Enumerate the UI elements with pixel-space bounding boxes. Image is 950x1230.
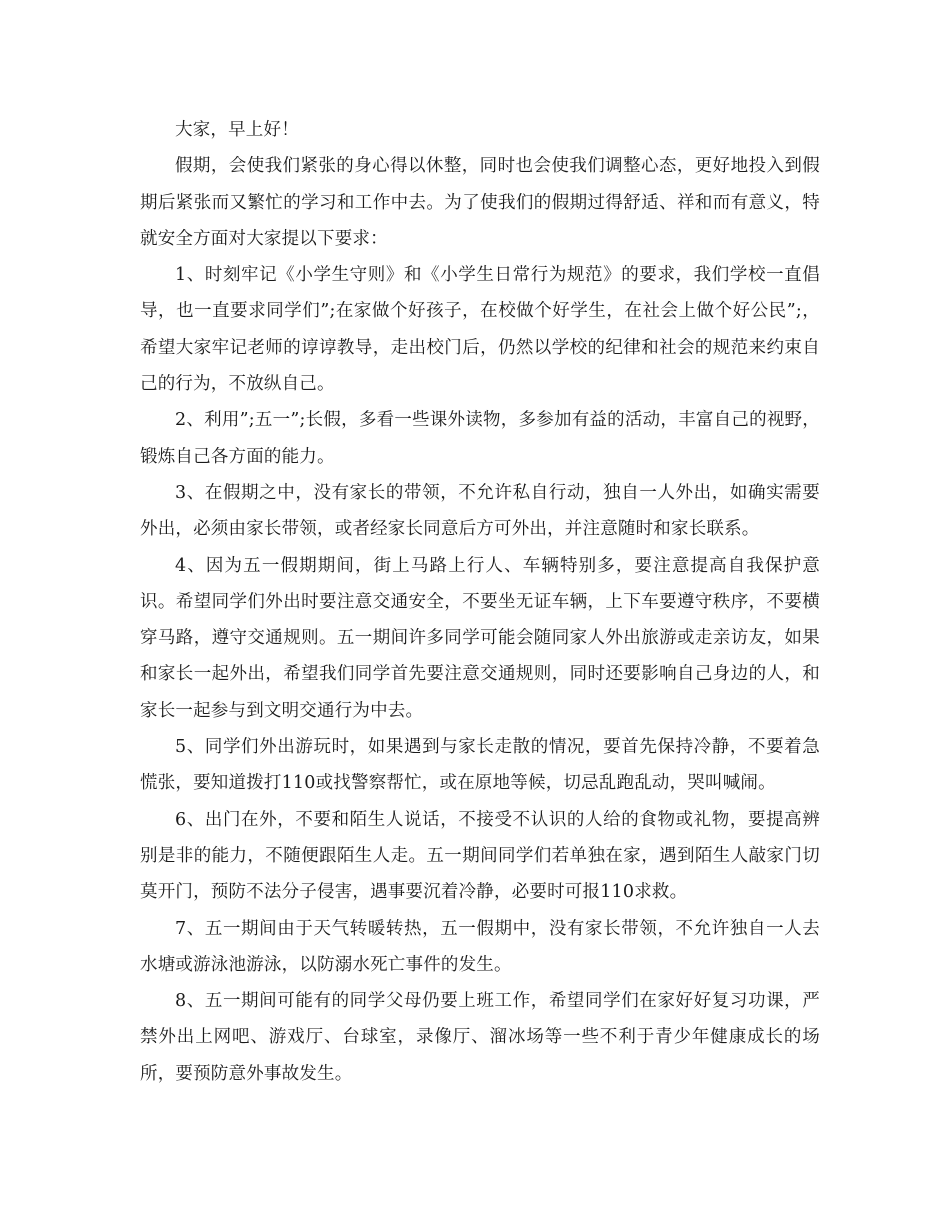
intro-paragraph: 假期，会使我们紧张的身心得以休整，同时也会使我们调整心态，更好地投入到假期后紧张而又繁忙的学习和工作中去。为了使我们的假期过得舒适、祥和而有意义，特就安全方面对大家提以下要求： [140,156,820,249]
rule-paragraph-2: 2、利用”;五一”;长假，多看一些课外读物，多参加有益的活动，丰富自己的视野，锻炼自己各方面的能力。 [140,410,820,467]
rule-paragraph-3: 3、在假期之中，没有家长的带领，不允许私自行动，独自一人外出，如确实需要外出，必须由家长带领，或者经家长同意后方可外出，并注意随时和家长联系。 [140,482,820,540]
rule-paragraph-8: 8、五一期间可能有的同学父母仍要上班工作，希望同学们在家好好复习功课，严禁外出上网吧、游戏厅、台球室，录像厅、溜冰场等一些不利于青少年健康成长的场所，要预防意外事故发生。 [140,991,820,1084]
greeting-paragraph: 大家，早上好！ [175,120,299,140]
rule-paragraph-6: 6、出门在外，不要和陌生人说话，不接受不认识的人给的食物或礼物，要提高辨别是非的能力，不随便跟陌生人走。五一期间同学们若单独在家，遇到陌生人敲家门切莫开门，预防不法分子侵害，遇事要沉着冷静，必要时可报110求救。 [140,809,820,903]
rule-paragraph-7: 7、五一期间由于天气转暖转热，五一假期中，没有家长带领，不允许独自一人去水塘或游泳池游泳，以防溺水死亡事件的发生。 [140,918,820,975]
rule-paragraph-1: 1、时刻牢记《小学生守则》和《小学生日常行为规范》的要求，我们学校一直倡导，也一直要求同学们”;在家做个好孩子，在校做个好学生，在社会上做个好公民”;，希望大家牢记老师的谆谆教导，走出校门后，仍然以学校的纪律和社会的规范来约束自己的行为，不放纵自己。 [140,265,820,395]
document-body [140,112,820,1092]
rule-paragraph-5: 5、同学们外出游玩时，如果遇到与家长走散的情况，要首先保持冷静，不要着急慌张，要知道拨打110或找警察帮忙，或在原地等候，切忌乱跑乱动，哭叫喊闹。 [140,737,820,794]
rule-paragraph-4: 4、因为五一假期期间，街上马路上行人、车辆特别多，要注意提高自我保护意识。希望同学们外出时要注意交通安全，不要坐无证车辆，上下车要遵守秩序，不要横穿马路，遵守交通规则。五一期间许多同学可能会随同家人外出旅游或走亲访友，如果和家长一起外出，希望我们同学首先要注意交通规则，同时还要影响自己身边的人，和家长一起参与到文明交通行为中去。 [140,555,820,721]
